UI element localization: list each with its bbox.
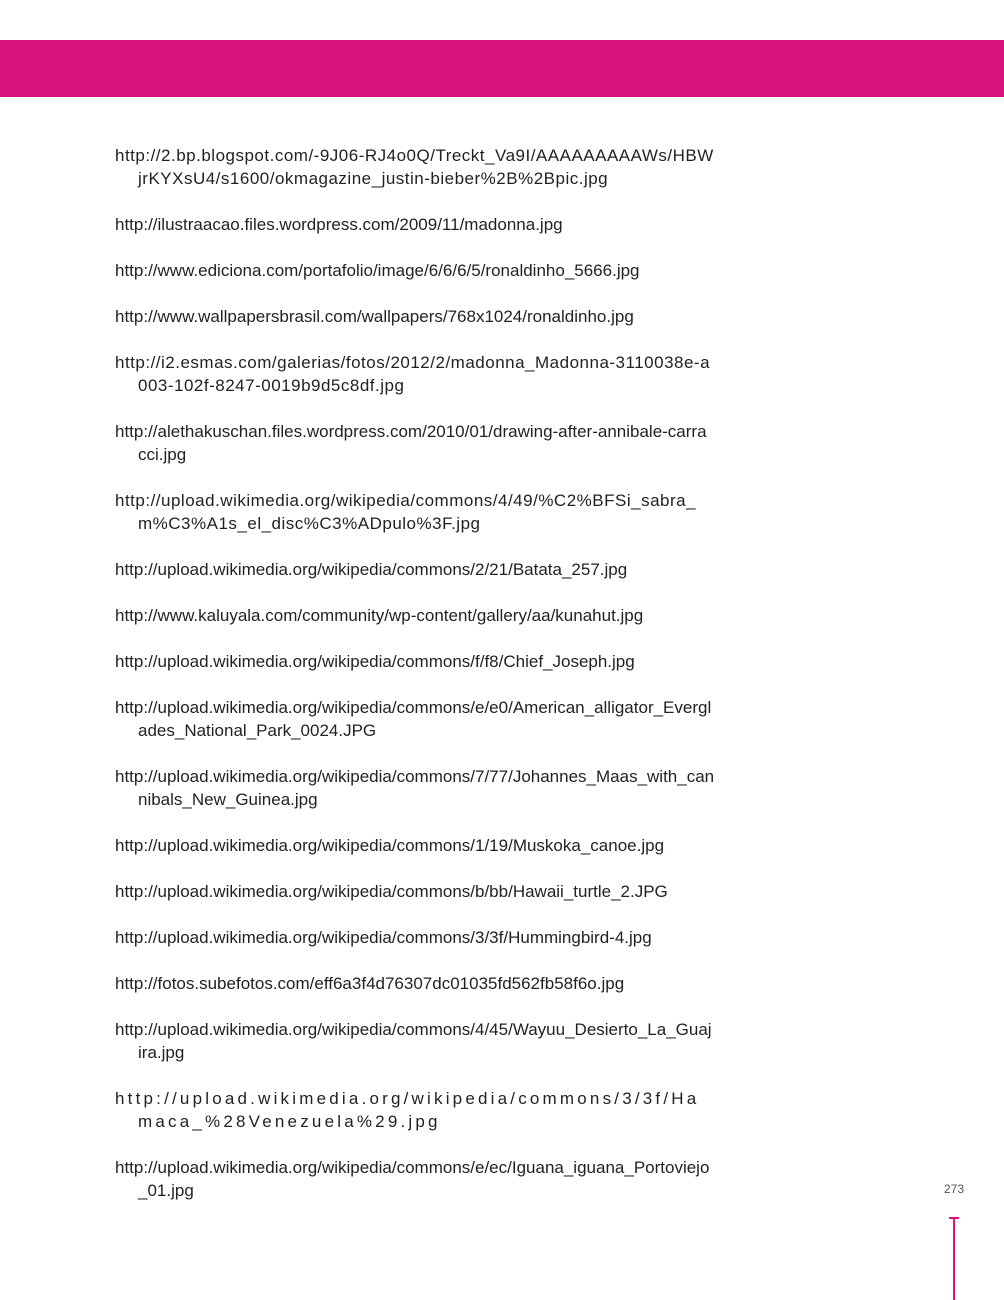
- reference-item[interactable]: http://2.bp.blogspot.com/-9J06-RJ4o0Q/Treckt_Va9I/AAAAAAAAAWs/HBWjrKYXsU4/s1600/okmagazine_justin-bieber%2B%2Bpic.jpg: [115, 146, 714, 188]
- reference-item[interactable]: http://upload.wikimedia.org/wikipedia/commons/3/3f/Hummingbird-4.jpg: [115, 928, 652, 947]
- reference-item[interactable]: http://fotos.subefotos.com/eff6a3f4d76307dc01035fd562fb58f6o.jpg: [115, 974, 625, 993]
- reference-item[interactable]: http://upload.wikimedia.org/wikipedia/commons/1/19/Muskoka_canoe.jpg: [115, 836, 665, 855]
- header-band: [0, 40, 1004, 97]
- page-number: 273: [943, 1182, 964, 1196]
- reference-item[interactable]: http://i2.esmas.com/galerias/fotos/2012/2/madonna_Madonna-3110038e-a003-102f-8247-0019b9d5c8df.jpg: [115, 353, 711, 395]
- reference-item[interactable]: http://www.wallpapersbrasil.com/wallpapers/768x1024/ronaldinho.jpg: [115, 307, 634, 326]
- reference-item[interactable]: http://upload.wikimedia.org/wikipedia/commons/4/45/Wayuu_Desierto_La_Guajira.jpg: [115, 1020, 712, 1062]
- reference-item[interactable]: http://upload.wikimedia.org/wikipedia/commons/e/e0/American_alligator_Everglades_National_Park_0024.JPG: [115, 698, 712, 740]
- reference-item[interactable]: http://upload.wikimedia.org/wikipedia/commons/3/3f/Hamaca_%28Venezuela%29.jpg: [115, 1089, 700, 1131]
- reference-item[interactable]: http://www.ediciona.com/portafolio/image/6/6/6/5/ronaldinho_5666.jpg: [115, 261, 640, 280]
- reference-item[interactable]: http://upload.wikimedia.org/wikipedia/commons/f/f8/Chief_Joseph.jpg: [115, 652, 635, 671]
- edge-mark: [953, 1217, 955, 1300]
- reference-item[interactable]: http://upload.wikimedia.org/wikipedia/commons/7/77/Johannes_Maas_with_cannibals_New_Guinea.jpg: [115, 767, 715, 809]
- reference-item[interactable]: http://upload.wikimedia.org/wikipedia/commons/4/49/%C2%BFSi_sabra_m%C3%A1s_el_disc%C3%ADpulo%3F.jpg: [115, 491, 697, 533]
- reference-list: [115, 144, 715, 1225]
- reference-item[interactable]: http://upload.wikimedia.org/wikipedia/commons/2/21/Batata_257.jpg: [115, 560, 628, 579]
- reference-item[interactable]: http://www.kaluyala.com/community/wp-content/gallery/aa/kunahut.jpg: [115, 606, 644, 625]
- reference-item[interactable]: http://alethakuschan.files.wordpress.com/2010/01/drawing-after-annibale-carracci.jpg: [115, 422, 707, 464]
- reference-item[interactable]: http://upload.wikimedia.org/wikipedia/commons/b/bb/Hawaii_turtle_2.JPG: [115, 882, 668, 901]
- reference-item[interactable]: http://ilustraacao.files.wordpress.com/2009/11/madonna.jpg: [115, 215, 563, 234]
- reference-item[interactable]: http://upload.wikimedia.org/wikipedia/commons/e/ec/Iguana_iguana_Portoviejo_01.jpg: [115, 1158, 710, 1200]
